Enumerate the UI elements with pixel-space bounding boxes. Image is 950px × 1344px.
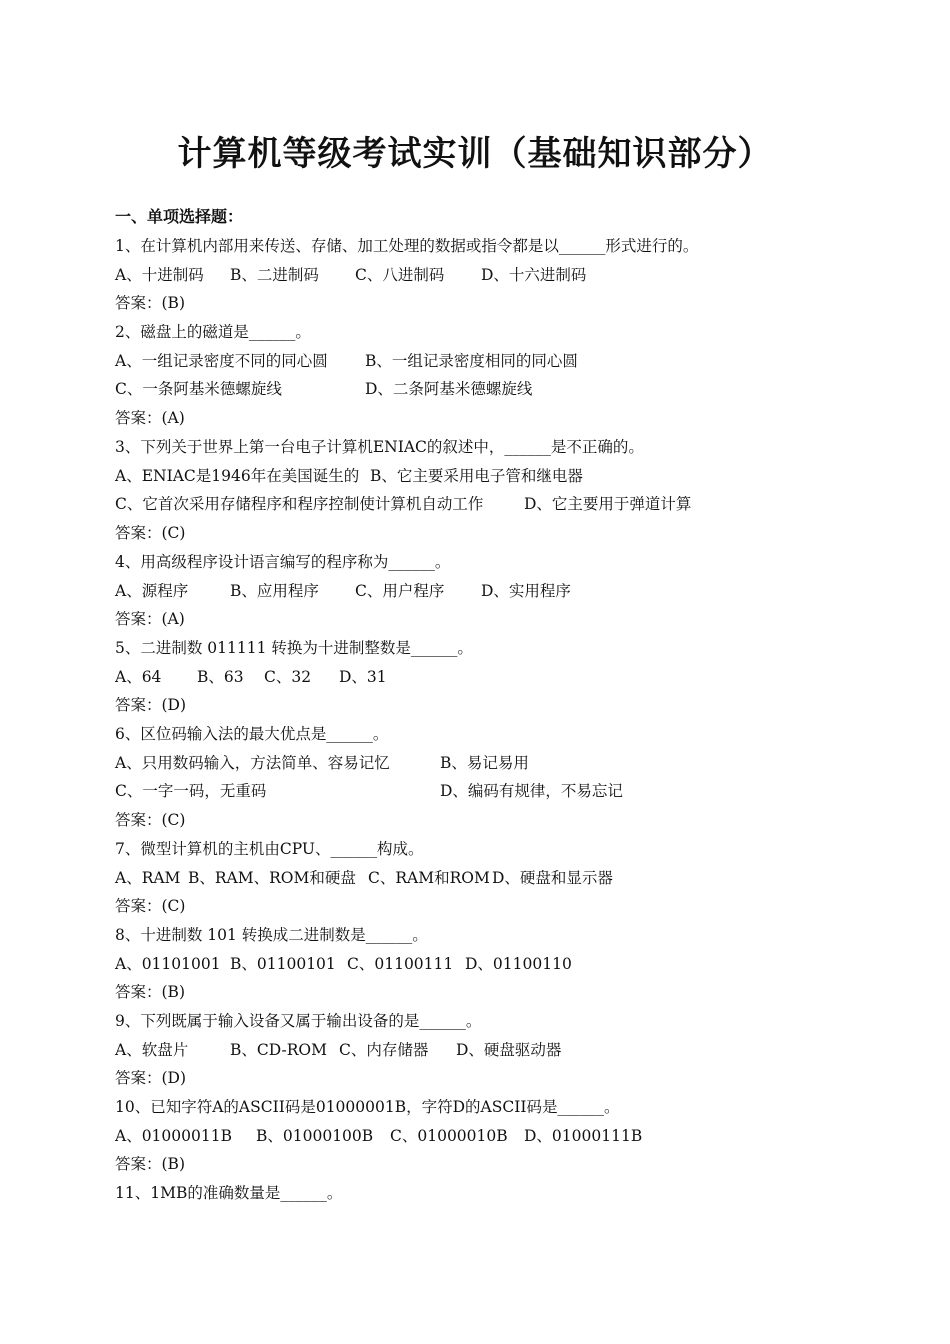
option: D、实用程序 bbox=[481, 582, 571, 600]
option: B、CD-ROM bbox=[230, 1041, 327, 1059]
question-text: 3、下列关于世界上第一台电子计算机ENIAC的叙述中，______是不正确的。 bbox=[115, 438, 644, 456]
option: B、二进制码 bbox=[230, 266, 319, 284]
option: B、RAM、ROM和硬盘 bbox=[188, 869, 356, 887]
option: C、八进制码 bbox=[355, 266, 445, 284]
answer-text: 答案：(D) bbox=[115, 696, 187, 714]
section-heading: 一、单项选择题： bbox=[115, 207, 244, 226]
answer-text: 答案：(D) bbox=[115, 1069, 187, 1087]
option: D、01000111B bbox=[524, 1127, 643, 1145]
option: D、编码有规律，不易忘记 bbox=[440, 782, 623, 800]
option: C、一条阿基米德螺旋线 bbox=[115, 380, 282, 398]
option: C、01000010B bbox=[390, 1127, 508, 1145]
answer-text: 答案：(C) bbox=[115, 811, 186, 829]
answer-text: 答案：(B) bbox=[115, 983, 185, 1001]
question-text: 2、磁盘上的磁道是______。 bbox=[115, 323, 311, 341]
question-text: 9、下列既属于输入设备又属于输出设备的是______。 bbox=[115, 1012, 482, 1030]
option: D、二条阿基米德螺旋线 bbox=[365, 380, 533, 398]
option: B、63 bbox=[197, 668, 244, 686]
option: C、RAM和ROM bbox=[368, 869, 490, 887]
option: B、01000100B bbox=[256, 1127, 374, 1145]
question-text: 7、微型计算机的主机由CPU、______构成。 bbox=[115, 840, 424, 858]
answer-text: 答案：(C) bbox=[115, 897, 186, 915]
option: C、一字一码，无重码 bbox=[115, 782, 267, 800]
option: C、32 bbox=[264, 668, 312, 686]
question-text: 8、十进制数 101 转换成二进制数是______。 bbox=[115, 926, 428, 944]
option: A、ENIAC是1946年在美国诞生的 bbox=[115, 467, 360, 485]
option: A、64 bbox=[115, 668, 162, 686]
answer-text: 答案：(A) bbox=[115, 610, 185, 628]
answer-text: 答案：(B) bbox=[115, 294, 185, 312]
option: D、十六进制码 bbox=[481, 266, 587, 284]
option: C、用户程序 bbox=[355, 582, 445, 600]
option: A、源程序 bbox=[115, 582, 189, 600]
question-text: 5、二进制数 011111 转换为十进制整数是______。 bbox=[115, 639, 473, 657]
option: C、它首次采用存储程序和程序控制使计算机自动工作 bbox=[115, 495, 484, 513]
question-text: 1、在计算机内部用来传送、存储、加工处理的数据或指令都是以______形式进行的。 bbox=[115, 237, 699, 255]
question-text: 11、1MB的准确数量是______。 bbox=[115, 1184, 343, 1202]
option: B、一组记录密度相同的同心圆 bbox=[365, 352, 578, 370]
option: B、易记易用 bbox=[440, 754, 529, 772]
option: A、01101001 bbox=[115, 955, 221, 973]
question-text: 6、区位码输入法的最大优点是______。 bbox=[115, 725, 389, 743]
option: B、应用程序 bbox=[230, 582, 319, 600]
option: B、01100101 bbox=[230, 955, 336, 973]
option: A、十进制码 bbox=[115, 266, 204, 284]
answer-text: 答案：(C) bbox=[115, 524, 186, 542]
option: A、RAM bbox=[115, 869, 181, 887]
option: D、硬盘和显示器 bbox=[492, 869, 613, 887]
answer-text: 答案：(A) bbox=[115, 409, 185, 427]
question-text: 4、用高级程序设计语言编写的程序称为______。 bbox=[115, 553, 451, 571]
option: C、内存储器 bbox=[339, 1041, 429, 1059]
option: D、硬盘驱动器 bbox=[456, 1041, 562, 1059]
option: D、31 bbox=[339, 668, 387, 686]
option: A、01000011B bbox=[115, 1127, 232, 1145]
option: B、它主要采用电子管和继电器 bbox=[370, 467, 583, 485]
option: D、它主要用于弹道计算 bbox=[524, 495, 692, 513]
answer-text: 答案：(B) bbox=[115, 1155, 185, 1173]
document-title: 计算机等级考试实训（基础知识部分） bbox=[177, 134, 773, 174]
option: A、一组记录密度不同的同心圆 bbox=[115, 352, 328, 370]
option: A、软盘片 bbox=[115, 1041, 189, 1059]
option: A、只用数码输入，方法简单、容易记忆 bbox=[115, 754, 390, 772]
option: D、01100110 bbox=[465, 955, 572, 973]
option: C、01100111 bbox=[347, 955, 454, 973]
question-text: 10、已知字符A的ASCII码是01000001B，字符D的ASCII码是______。 bbox=[115, 1098, 620, 1116]
